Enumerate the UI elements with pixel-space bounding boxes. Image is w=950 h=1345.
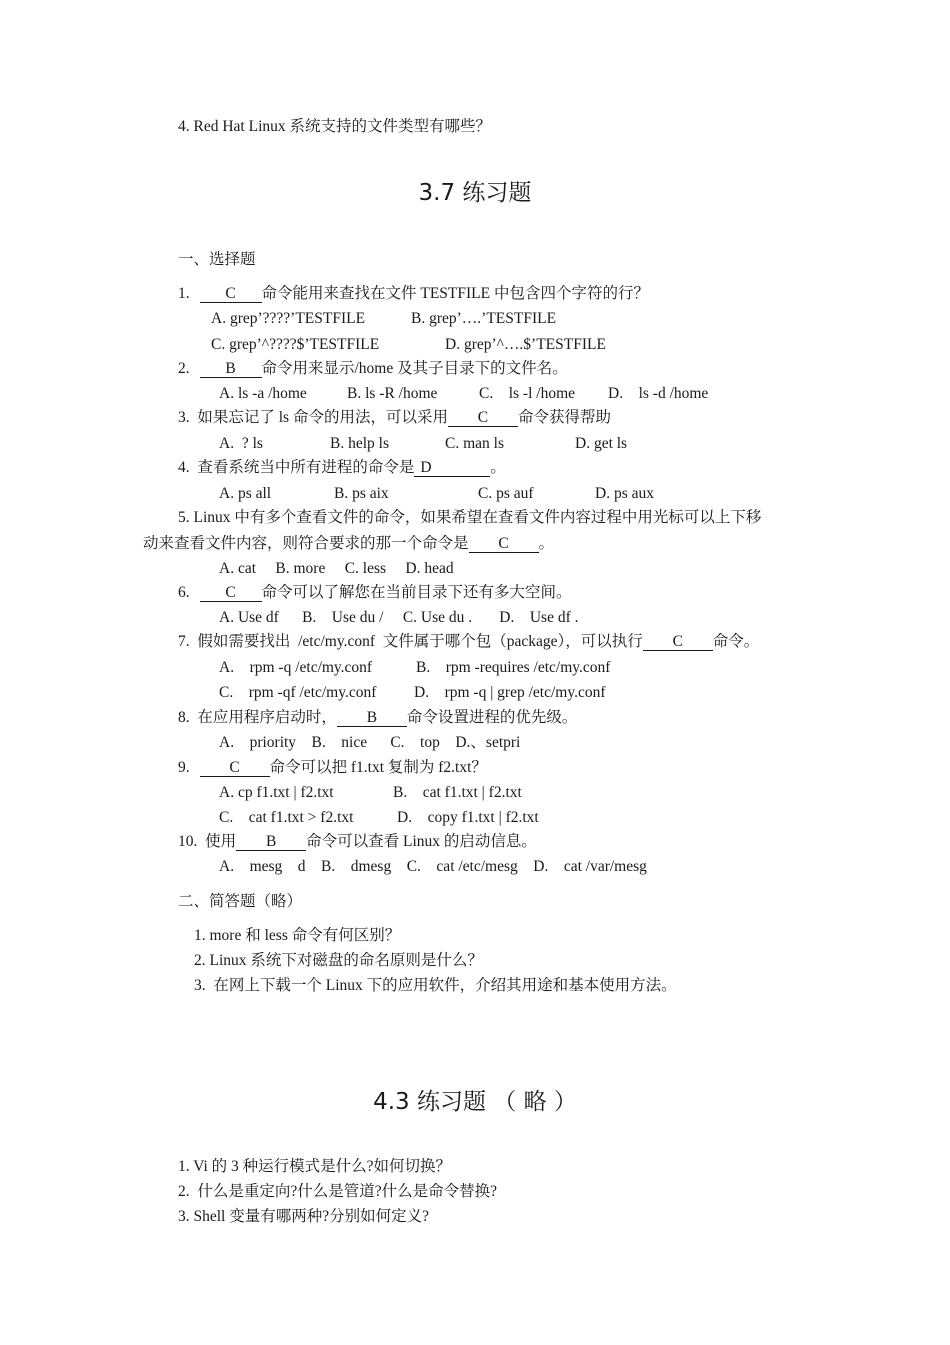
heading-3-7: 3.7 练习题 xyxy=(418,180,532,206)
answer-blank: B xyxy=(200,360,262,378)
option-c: C. ps auf xyxy=(478,485,534,502)
question-text: 命令。 xyxy=(712,633,760,650)
question-1 xyxy=(178,284,649,304)
question-text: 1. xyxy=(178,285,190,302)
question-text: 动来查看文件内容，则符合要求的那一个命令是 xyxy=(143,535,469,552)
option-c: C. grep’^????$’TESTFILE xyxy=(211,336,380,353)
option-c: C. man ls xyxy=(445,435,504,452)
question-5-line1: 5. Linux 中有多个查看文件的命令，如果希望在查看文件内容过程中用光标可以上下移 xyxy=(178,509,762,526)
option-b: B. grep’….’TESTFILE xyxy=(411,310,557,327)
question-8 xyxy=(178,708,577,728)
short-question-2: 2. Linux 系统下对磁盘的命名原则是什么？ xyxy=(194,952,483,969)
question-text: 命令能用来查找在文件 TESTFILE 中包含四个字符的行？ xyxy=(261,285,649,302)
ch4-question-1: 1. Vi 的 3 种运行模式是什么?如何切换？ xyxy=(178,1158,452,1175)
short-question-1: 1. more 和 less 命令有何区别？ xyxy=(194,927,401,944)
question-7 xyxy=(178,632,759,652)
heading-4-3: 4.3 练习题 （ 略 ） xyxy=(373,1089,577,1115)
option-d: D. copy f1.txt | f2.txt xyxy=(397,809,539,826)
question-text: 。 xyxy=(490,459,506,476)
options-row: A. mesg d B. dmesg C. cat /etc/mesg D. cat /var/mesg xyxy=(219,858,647,875)
option-b: B. ps aix xyxy=(334,485,389,502)
answer-blank: D xyxy=(414,459,490,477)
ch4-question-3: 3. Shell 变量有哪两种?分别如何定义? xyxy=(178,1208,429,1225)
option-c: C. cat f1.txt > f2.txt xyxy=(219,809,354,826)
answer-blank: C xyxy=(200,759,270,777)
option-d: D. get ls xyxy=(575,435,628,452)
answer-blank: C xyxy=(643,633,713,651)
option-b: B. ls -R /home xyxy=(347,385,438,402)
options-row: A. Use df B. Use du / C. Use du . D. Use df . xyxy=(219,609,579,626)
question-text: 命令可以把 f1.txt 复制为 f2.txt？ xyxy=(269,759,487,776)
answer-blank: C xyxy=(448,409,518,427)
question-text: 6. xyxy=(178,584,190,601)
question-text: 10. 使用 xyxy=(178,833,237,850)
option-a: A. cp f1.txt | f2.txt xyxy=(219,784,334,801)
option-a: A. ls -a /home xyxy=(219,385,307,402)
question-text: 。 xyxy=(538,535,555,552)
answer-blank: B xyxy=(337,709,407,727)
question-text: 9. xyxy=(178,759,190,776)
option-a: A. ps all xyxy=(219,485,272,502)
option-c: C. ls -l /home xyxy=(479,385,576,402)
section-choice-title: 一、选择题 xyxy=(178,250,256,268)
ch4-question-2: 2. 什么是重定向?什么是管道?什么是命令替换? xyxy=(178,1183,498,1200)
question-text: 2. xyxy=(178,360,190,377)
answer-blank: B xyxy=(236,833,306,851)
option-d: D. ls -d /home xyxy=(608,385,709,402)
question-9 xyxy=(178,758,487,778)
option-c: C. rpm -qf /etc/my.conf xyxy=(219,684,377,701)
answer-blank: C xyxy=(200,285,262,303)
question-text: 8. 在应用程序启动时， xyxy=(178,709,337,726)
option-b: B. cat f1.txt | f2.txt xyxy=(393,784,522,801)
option-d: D. ps aux xyxy=(595,485,654,502)
answer-blank: C xyxy=(200,584,262,602)
option-b: B. help ls xyxy=(330,435,389,452)
options-row: A. priority B. nice C. top D.、setpri xyxy=(219,734,521,751)
question-5-line2 xyxy=(143,534,554,554)
option-a: A. ? ls xyxy=(219,435,263,452)
question-10 xyxy=(178,832,537,852)
option-b: B. rpm -requires /etc/my.conf xyxy=(416,659,611,676)
answer-blank: C xyxy=(469,535,539,553)
question-4 xyxy=(178,458,506,478)
question-text: 命令用来显示/home 及其子目录下的文件名。 xyxy=(261,360,568,377)
section-short-answer-title: 二、简答题（略） xyxy=(178,892,303,910)
option-d: D. grep’^….$’TESTFILE xyxy=(445,336,606,353)
question-text: 命令获得帮助 xyxy=(517,409,611,426)
options-row: A. cat B. more C. less D. head xyxy=(219,560,454,577)
top-question: 4. Red Hat Linux 系统支持的文件类型有哪些？ xyxy=(178,118,491,135)
question-3 xyxy=(178,408,611,428)
option-a: A. rpm -q /etc/my.conf xyxy=(219,659,373,676)
question-text: 7. 假如需要找出 /etc/my.conf 文件属于哪个包（package），可以执行 xyxy=(178,633,643,650)
question-2 xyxy=(178,359,568,379)
question-text: 命令可以查看 Linux 的启动信息。 xyxy=(306,833,537,850)
question-text: 4. 查看系统当中所有进程的命令是 xyxy=(178,459,415,476)
short-question-3: 3. 在网上下载一个 Linux 下的应用软件，介绍其用途和基本使用方法。 xyxy=(194,977,677,994)
question-text: 命令可以了解您在当前目录下还有多大空间。 xyxy=(261,584,572,601)
option-d: D. rpm -q | grep /etc/my.conf xyxy=(414,684,606,701)
question-text: 命令设置进程的优先级。 xyxy=(406,709,578,726)
option-a: A. grep’????’TESTFILE xyxy=(211,310,366,327)
question-text: 3. 如果忘记了 ls 命令的用法，可以采用 xyxy=(178,409,448,426)
question-6 xyxy=(178,583,572,603)
